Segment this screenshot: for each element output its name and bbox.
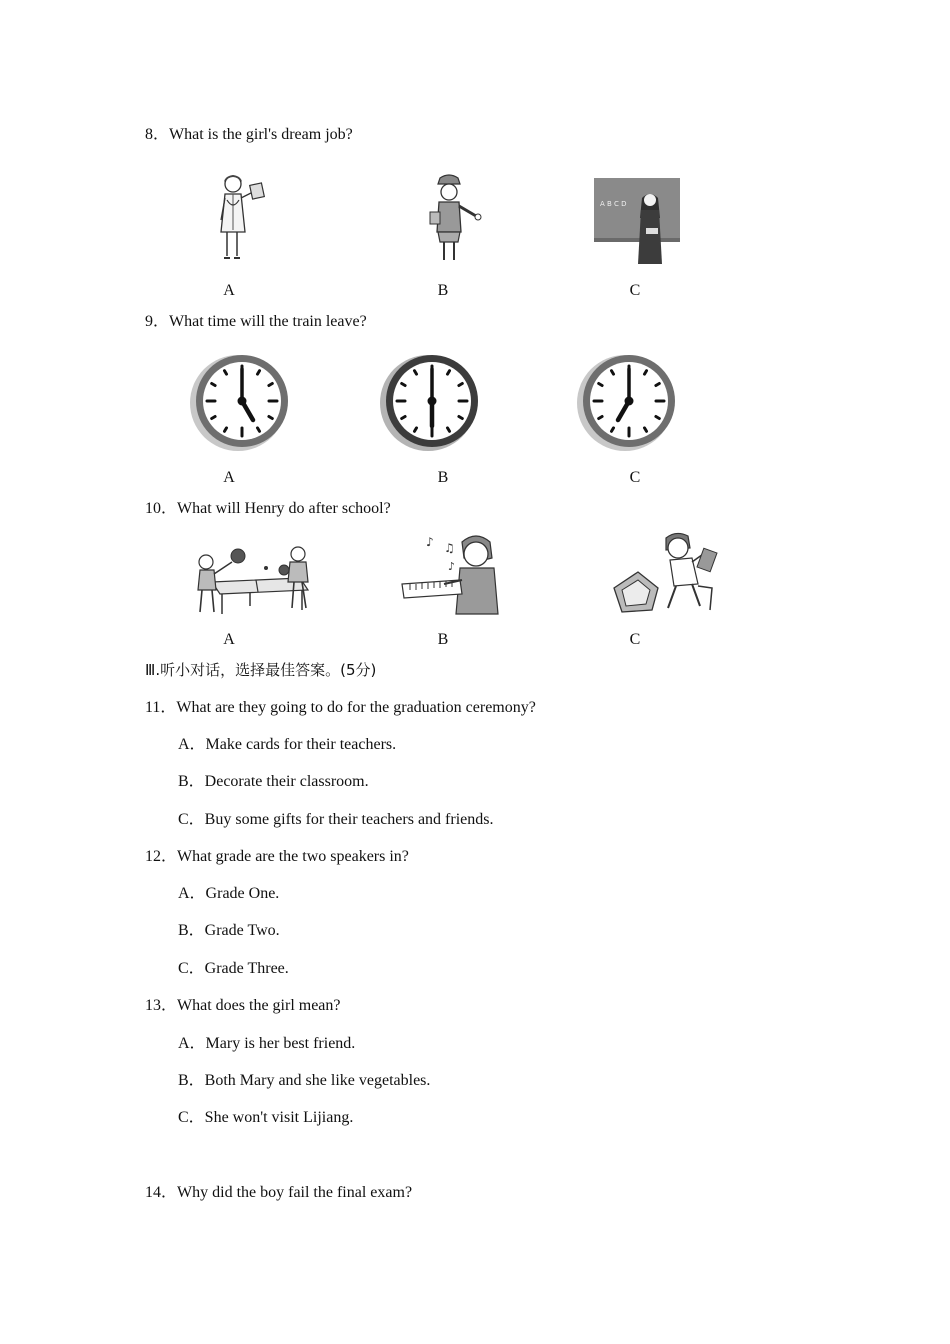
question-text: What is the girl's dream job?	[169, 126, 353, 143]
question-number: 8．	[145, 126, 170, 143]
question-12	[145, 847, 409, 867]
ping-pong-image	[190, 540, 320, 622]
option-c: C．Buy some gifts for their teachers and friends.	[178, 811, 494, 828]
option-label-a: A	[223, 469, 235, 486]
option-a: A．Grade One.	[178, 885, 280, 902]
question-number: 13．	[145, 997, 178, 1014]
teacher-blackboard-image	[594, 178, 680, 264]
doctor-image	[205, 170, 275, 265]
question-number: 12．	[145, 848, 178, 865]
question-8	[145, 125, 353, 145]
clock-6-oclock-icon	[376, 352, 484, 452]
option-c: C．She won't visit Lijiang.	[178, 1109, 354, 1126]
option-b: B．Both Mary and she like vegetables.	[178, 1072, 431, 1089]
question-number: 9．	[145, 313, 170, 330]
option-a: A．Mary is her best friend.	[178, 1035, 356, 1052]
option-b: B．Decorate their classroom.	[178, 773, 369, 790]
section-heading: Ⅲ.听小对话，选择最佳答案。(5分)	[145, 661, 377, 679]
option-c: C．Grade Three.	[178, 960, 289, 977]
question-11	[145, 698, 536, 718]
question-text: What are they going to do for the graduation ceremony?	[176, 699, 536, 716]
option-label-b: B	[437, 469, 449, 486]
question-10	[145, 499, 391, 519]
option-label-a: A	[223, 282, 235, 299]
blackboard-text: A B C D	[600, 200, 627, 208]
question-14	[145, 1183, 412, 1203]
police-officer-image	[420, 172, 490, 267]
option-label-a: A	[223, 631, 235, 648]
option-label-b: B	[437, 631, 449, 648]
option-label-c: C	[629, 631, 641, 648]
watching-tv-image	[608, 528, 718, 618]
svg-text:♫: ♫	[444, 541, 455, 555]
option-label-c: C	[629, 282, 641, 299]
question-number: 14．	[145, 1184, 178, 1201]
question-number: 10．	[145, 500, 178, 517]
question-13	[145, 996, 341, 1016]
option-b: B．Grade Two.	[178, 922, 280, 939]
option-a: A．Make cards for their teachers.	[178, 736, 397, 753]
svg-text:♪: ♪	[448, 560, 456, 573]
question-text: What does the girl mean?	[177, 997, 341, 1014]
question-text: Why did the boy fail the final exam?	[177, 1184, 413, 1201]
clock-5-oclock-icon	[186, 352, 294, 452]
question-text: What time will the train leave?	[169, 313, 367, 330]
option-label-b: B	[437, 282, 449, 299]
svg-text:♪: ♪	[426, 535, 434, 549]
option-label-c: C	[629, 469, 641, 486]
piano-player-image	[400, 528, 504, 618]
question-9	[145, 312, 367, 332]
question-text: What will Henry do after school?	[177, 500, 391, 517]
clock-7-oclock-icon	[573, 352, 681, 452]
question-text: What grade are the two speakers in?	[177, 848, 409, 865]
question-number: 11．	[145, 699, 177, 716]
